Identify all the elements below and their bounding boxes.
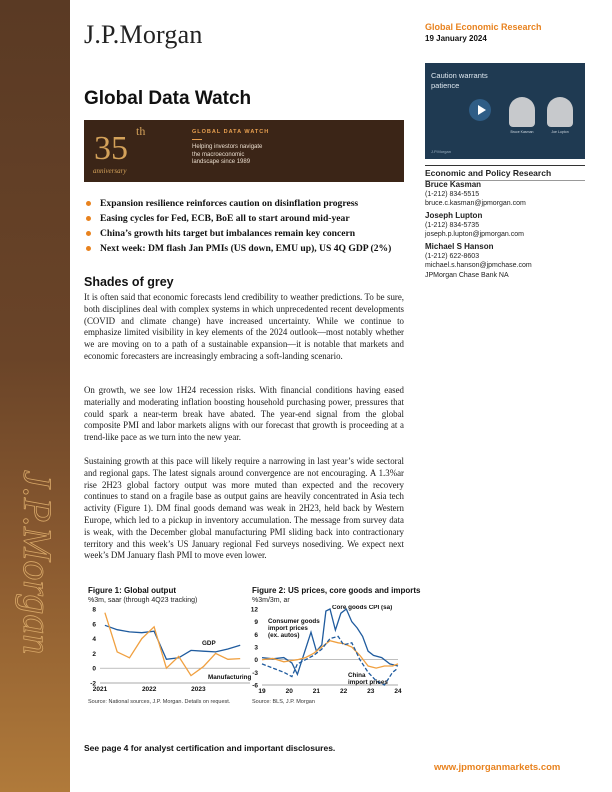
banner-word: anniversary xyxy=(93,167,127,175)
body-paragraph: Sustaining growth at this pace will likely require a narrowing in last year’s wide sectoral and regional gaps. The latest signals around convergence are not encouraging. A 1.3%ar rise 2H23 global factory output was more muted than expected and the recovery continues to stand on a fragile base as output gains are heavily concentrated in Asia tech activity (Figure 1). DM final goods demand was weak in 2H23, held back by Western Europe, which led to a pickup in inventory accumulation. The message from survey data is weak, with the December global manufacturing PMI sliding back into contractionary territory and this week’s US January regional Fed surveys nosediving. We expect next week’s DM January flash PMI to move even lower. xyxy=(84,456,404,561)
anniversary-banner xyxy=(84,120,404,182)
speaker-avatar xyxy=(509,97,535,127)
figure-2-chart xyxy=(248,605,408,705)
y-tick-label: -6 xyxy=(252,682,258,690)
analyst-phone: (1-212) 622-8603 xyxy=(425,252,480,260)
series-label: import prices xyxy=(268,625,308,632)
body-paragraph: It is often said that economic forecasts lend credibility to weather predictions. To be sure, both disciplines deal with complex systems in which unprecedented recent developments (COVID and climate change) have increased uncertainty. While we continue to emphasize limited visibility in key elements of the 2024 outlook—most notably whether we are moving on to a path of a sustainable expansion—it is notable that markets and economic forecasters are increasingly embracing a soft-landing scenario. xyxy=(84,292,404,361)
analyst-entity: JPMorgan Chase Bank NA xyxy=(425,271,509,279)
series-label: import prices xyxy=(348,679,388,686)
x-tick-label: 21 xyxy=(312,688,321,695)
analyst-phone: (1-212) 834-5735 xyxy=(425,221,480,229)
y-tick-label: 9 xyxy=(254,619,258,627)
analyst-name: Joseph Lupton xyxy=(425,211,483,220)
series-label: (ex. autos) xyxy=(268,632,300,639)
video-thumbnail[interactable] xyxy=(425,63,585,159)
y-tick-label: -3 xyxy=(252,669,258,677)
series-label: Core goods CPI (sa) xyxy=(332,605,393,611)
bullet-icon xyxy=(86,231,91,236)
video-logo: J.P.Morgan xyxy=(431,149,451,154)
disclosure-note: See page 4 for analyst certification and important disclosures. xyxy=(84,743,336,753)
jpmorgan-logo: J.P.Morgan xyxy=(84,20,203,49)
key-point: Expansion resilience reinforces caution on disinflation progress xyxy=(84,196,419,211)
y-tick-label: 12 xyxy=(250,606,258,614)
y-tick-label: 2 xyxy=(92,650,96,658)
analyst-email[interactable]: bruce.c.kasman@jpmorgan.com xyxy=(425,200,526,207)
series-label: Consumer goods xyxy=(268,618,320,625)
figure-source: Source: National sources, J.P. Morgan. Details on request. xyxy=(88,699,231,705)
x-tick-label: 2023 xyxy=(191,686,206,693)
key-point: Easing cycles for Fed, ECB, BoE all to start around mid-year xyxy=(84,211,419,226)
x-tick-label: 2021 xyxy=(92,686,108,693)
play-icon xyxy=(478,105,486,115)
y-tick-label: 0 xyxy=(92,665,96,673)
body-paragraph: On growth, we see low 1H24 recession risks. With financial conditions having eased materially and moderating inflation boosting household purchasing power, pressures that could spark a near-term break have abated. The year-end signal from the global composite PMI and labor markets aligns with our forecast that growth is proceeding at a trend-like pace as we turn into the new year. xyxy=(84,385,404,443)
key-points-list xyxy=(84,196,419,256)
banner-divider xyxy=(192,139,202,140)
key-point: China’s growth hits target but imbalances remain key concern xyxy=(84,226,419,241)
bullet-icon xyxy=(86,246,91,251)
series-label: Manufacturing xyxy=(208,674,252,681)
sidebar-signature-logo xyxy=(6,470,64,700)
y-tick-label: 3 xyxy=(254,644,258,652)
y-tick-label: 6 xyxy=(92,621,96,629)
y-tick-label: 4 xyxy=(92,636,96,644)
banner-number: 35 xyxy=(94,130,128,167)
series-label: China xyxy=(348,672,366,679)
figure-1-chart xyxy=(84,605,254,705)
y-tick-label: 0 xyxy=(254,657,258,665)
y-tick-label: -2 xyxy=(90,680,96,688)
figure-subtitle: %3m/3m, ar xyxy=(252,597,290,604)
bullet-icon xyxy=(86,216,91,221)
banner-suffix: th xyxy=(136,124,146,138)
svg-text:J.P.Morgan: J.P.Morgan xyxy=(15,470,60,655)
series-line xyxy=(105,625,240,659)
figure-source: Source: BLS, J.P. Morgan xyxy=(252,699,315,705)
bullet-icon xyxy=(86,201,91,206)
y-tick-label: 8 xyxy=(92,606,96,614)
banner-subtext: Helping investors navigate the macroeconomic landscape since 1989 xyxy=(192,144,263,165)
analyst-email[interactable]: joseph.p.lupton@jpmorgan.com xyxy=(425,231,524,238)
x-tick-label: 23 xyxy=(367,688,375,695)
analyst-name: Michael S Hanson xyxy=(425,242,494,251)
video-title: Caution warrants patience xyxy=(431,71,488,90)
series-line xyxy=(262,641,398,668)
key-point: Next week: DM flash Jan PMIs (US down, EMU up), US 4Q GDP (2%) xyxy=(84,241,419,256)
analyst-email[interactable]: michael.s.hanson@jpmchase.com xyxy=(425,262,532,269)
page-title: Global Data Watch xyxy=(84,88,252,109)
section-heading: Shades of grey xyxy=(84,275,174,289)
y-tick-label: 6 xyxy=(254,631,258,639)
research-section-heading: Economic and Policy Research xyxy=(425,165,585,181)
series-label: GDP xyxy=(202,640,216,647)
x-tick-label: 20 xyxy=(285,688,293,695)
analyst-contact xyxy=(425,242,595,280)
publication-date: 19 January 2024 xyxy=(425,34,487,43)
x-tick-label: 19 xyxy=(258,688,266,695)
figure-title: Figure 1: Global output xyxy=(88,586,176,595)
analyst-contact xyxy=(425,211,595,240)
series-line xyxy=(105,613,240,676)
analyst-phone: (1-212) 834-5515 xyxy=(425,190,480,198)
analyst-contact xyxy=(425,180,595,209)
speaker-avatar xyxy=(547,97,573,127)
x-tick-label: 22 xyxy=(339,688,348,695)
analyst-name: Bruce Kasman xyxy=(425,180,482,189)
series-title: Global Economic Research xyxy=(425,22,542,32)
speaker-name: Joe Lupton xyxy=(551,130,569,134)
figure-title: Figure 2: US prices, core goods and imports xyxy=(252,586,421,595)
banner-heading: GLOBAL DATA WATCH xyxy=(192,129,270,135)
x-tick-label: 2022 xyxy=(141,686,157,693)
figure-subtitle: %3m, saar (through 4Q23 tracking) xyxy=(88,597,198,604)
footer-link[interactable]: www.jpmorganmarkets.com xyxy=(434,762,561,773)
speaker-name: Bruce Kasman xyxy=(510,130,534,134)
x-tick-label: 24 xyxy=(394,688,402,695)
